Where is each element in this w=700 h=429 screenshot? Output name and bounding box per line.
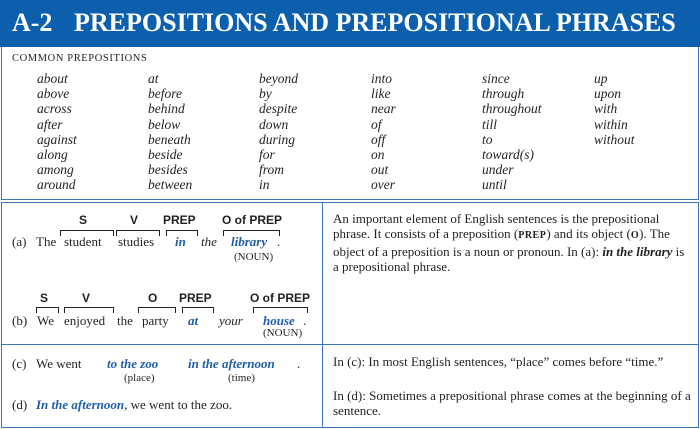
word: We went bbox=[36, 356, 82, 371]
explanation-d: In (d): Sometimes a prepositional phrase comes at the beginning of a sentence. bbox=[333, 388, 691, 419]
preposition-word: near bbox=[371, 101, 396, 117]
word: party bbox=[142, 313, 169, 328]
time-label: (time) bbox=[228, 372, 255, 384]
text: ) and its object ( bbox=[546, 226, 631, 242]
word: your bbox=[219, 313, 243, 328]
text: ). The object of a preposition is a noun or pronoun. In (a): bbox=[333, 226, 670, 259]
preposition-column bbox=[259, 71, 298, 193]
object-abbreviation: O bbox=[630, 230, 640, 242]
period: . bbox=[277, 234, 281, 249]
label-o: O bbox=[148, 291, 158, 305]
period: . bbox=[303, 313, 307, 328]
place-phrase: to the zoo bbox=[107, 356, 159, 371]
preposition-word: under bbox=[482, 162, 514, 178]
place-label: (place) bbox=[124, 372, 155, 384]
label-s: S bbox=[40, 291, 49, 305]
label-v: V bbox=[130, 213, 139, 227]
preposition-word: along bbox=[37, 147, 68, 163]
example-marker: (b) bbox=[12, 313, 28, 328]
object-word: house bbox=[263, 313, 295, 328]
word: the bbox=[117, 313, 133, 328]
preposition-word: into bbox=[371, 71, 393, 86]
preposition-word: over bbox=[371, 177, 395, 193]
word: the bbox=[201, 234, 217, 249]
preposition-word: beside bbox=[148, 147, 183, 163]
word: student bbox=[64, 234, 102, 249]
preposition-word: up bbox=[594, 71, 608, 86]
explanation-ab bbox=[333, 211, 691, 275]
example-marker: (d) bbox=[12, 397, 28, 412]
preposition-word: in bbox=[175, 234, 186, 249]
text: is a prepositional phrase. bbox=[333, 243, 685, 275]
preposition-word: for bbox=[259, 147, 275, 163]
word: studies bbox=[118, 234, 155, 249]
preposition-word: at bbox=[148, 71, 159, 86]
preposition-word: on bbox=[371, 147, 385, 163]
word: enjoyed bbox=[64, 313, 106, 328]
preposition-word: behind bbox=[148, 101, 185, 117]
preposition-word: during bbox=[259, 131, 296, 147]
preposition-word: to bbox=[482, 131, 493, 147]
text: An important element of English sentences is the prepositional phrase. It consists of a preposition ( bbox=[333, 211, 660, 242]
preposition-word: by bbox=[259, 86, 272, 102]
preposition-word: beyond bbox=[259, 71, 298, 86]
label-object-of-prep: O of PREP bbox=[250, 291, 311, 305]
preposition-word: out bbox=[371, 162, 389, 178]
preposition-word: down bbox=[259, 116, 289, 132]
preposition-column bbox=[482, 71, 542, 193]
preposition-column bbox=[37, 71, 77, 193]
period: . bbox=[297, 356, 301, 371]
label-v: V bbox=[82, 291, 91, 305]
preposition-word: off bbox=[371, 131, 386, 147]
preposition-word: against bbox=[37, 131, 77, 147]
preposition-word: since bbox=[482, 71, 510, 86]
preposition-word: at bbox=[188, 313, 199, 328]
example-marker: (c) bbox=[12, 356, 27, 371]
preposition-word: below bbox=[148, 116, 181, 132]
preposition-word: around bbox=[37, 177, 76, 193]
preposition-word: after bbox=[37, 116, 63, 132]
sentence bbox=[36, 397, 232, 412]
header-bar bbox=[0, 0, 700, 47]
preposition-word: across bbox=[37, 101, 72, 117]
preposition-word: before bbox=[148, 86, 182, 102]
preposition-word: from bbox=[259, 162, 285, 178]
word: The bbox=[36, 234, 57, 249]
column-divider bbox=[322, 202, 323, 428]
preposition-word: with bbox=[594, 101, 618, 117]
preposition-word: above bbox=[37, 86, 70, 102]
preposition-column bbox=[148, 71, 192, 193]
preposition-word: about bbox=[37, 71, 68, 86]
preposition-word: throughout bbox=[482, 101, 542, 117]
prep-abbreviation: PREP bbox=[518, 230, 547, 242]
preposition-word: until bbox=[482, 177, 507, 193]
preposition-word: of bbox=[371, 116, 382, 132]
text: , we went to the zoo. bbox=[124, 397, 233, 412]
time-phrase: in the afternoon bbox=[188, 356, 275, 371]
example-marker: (a) bbox=[12, 234, 27, 249]
explanation-c: In (c): In most English sentences, “place” comes before “time.” bbox=[333, 354, 664, 369]
preposition-word: till bbox=[482, 116, 498, 132]
prepositional-phrase: In the afternoon bbox=[36, 397, 125, 412]
label-prep: PREP bbox=[179, 291, 212, 305]
preposition-word: like bbox=[371, 86, 391, 102]
page-title: PREPOSITIONS AND PREPOSITIONAL PHRASES bbox=[74, 8, 676, 37]
object-word: library bbox=[231, 234, 268, 249]
noun-label: (NOUN) bbox=[234, 251, 274, 263]
preposition-column bbox=[371, 71, 396, 193]
noun-label: (NOUN) bbox=[263, 327, 303, 339]
row-divider bbox=[1, 344, 699, 345]
preposition-word: without bbox=[594, 131, 635, 147]
preposition-word: between bbox=[148, 177, 193, 193]
label-object-of-prep: O of PREP bbox=[222, 213, 283, 227]
preposition-word: within bbox=[594, 116, 628, 132]
example-phrase: in the library bbox=[602, 243, 673, 259]
label-prep: PREP bbox=[163, 213, 196, 227]
preposition-column bbox=[594, 71, 635, 147]
preposition-word: among bbox=[37, 162, 74, 178]
section-number: A-2 bbox=[12, 8, 53, 37]
preposition-word: through bbox=[482, 86, 525, 102]
word: We bbox=[37, 313, 54, 328]
preposition-word: despite bbox=[259, 101, 298, 117]
label-s: S bbox=[79, 213, 88, 227]
common-prepositions-label: COMMON PREPOSITIONS bbox=[12, 53, 148, 64]
preposition-word: beneath bbox=[148, 131, 191, 147]
preposition-word: upon bbox=[594, 86, 621, 102]
preposition-word: besides bbox=[148, 162, 188, 178]
preposition-word: in bbox=[259, 177, 270, 193]
preposition-word: toward(s) bbox=[482, 147, 535, 163]
